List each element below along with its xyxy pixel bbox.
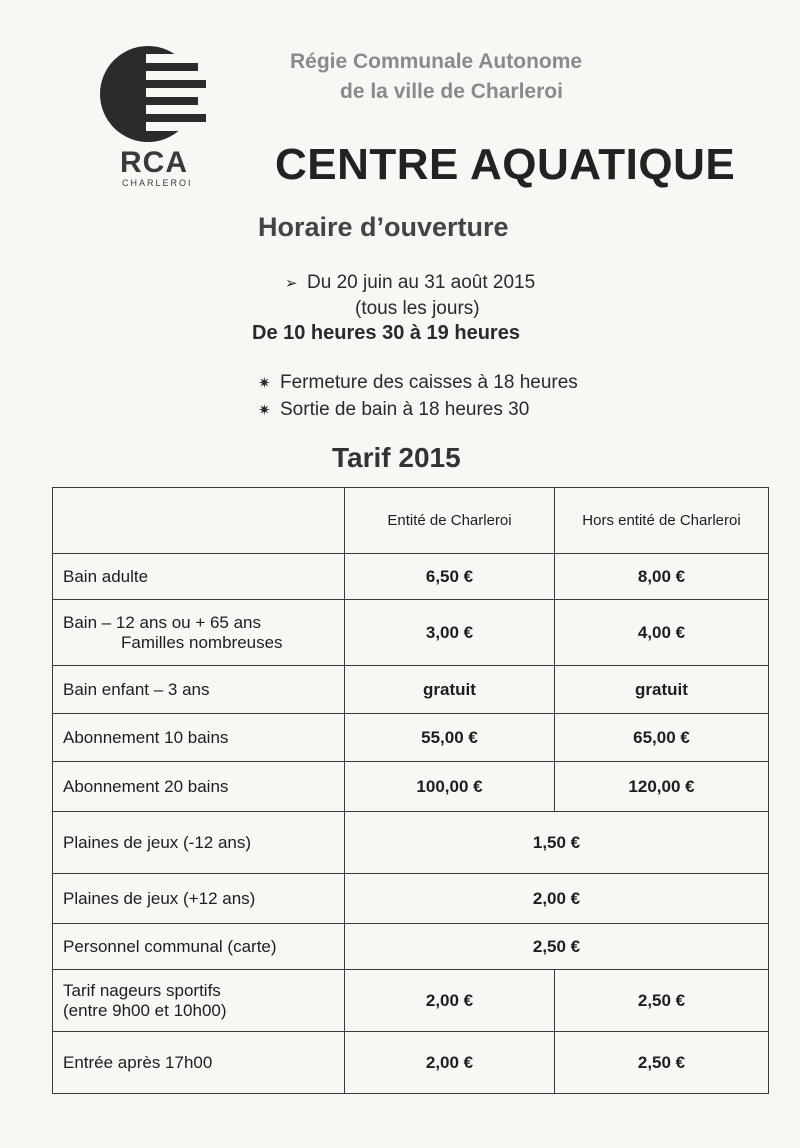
table-row [53,762,769,812]
price-single: 1,50 € [345,812,769,874]
price-single: 2,50 € [345,924,769,970]
note-text: Fermeture des caisses à 18 heures [280,372,578,393]
table-row [53,554,769,600]
note-text: Sortie de bain à 18 heures 30 [280,399,530,420]
price-hors-entite: 8,00 € [555,554,769,600]
table-header-row [53,488,769,554]
row-label: Abonnement 20 bains [53,762,345,812]
row-label-line1: Tarif nageurs sportifs [63,980,221,1000]
schedule-dates [285,272,535,294]
tarif-heading: Tarif 2015 [332,442,461,473]
price-hors-entite: gratuit [555,666,769,714]
price-entite: 6,50 € [345,554,555,600]
org-name-line2: de la ville de Charleroi [340,80,563,103]
price-entite: 55,00 € [345,714,555,762]
row-label: Personnel communal (carte) [53,924,345,970]
price-hors-entite: 120,00 € [555,762,769,812]
page-title: CENTRE AQUATIQUE [275,140,736,189]
header-empty-cell [53,488,345,554]
logo-emblem-icon [98,44,218,144]
row-label: Plaines de jeux (-12 ans) [53,812,345,874]
header-hors-entite: Hors entité de Charleroi [555,488,769,554]
arrow-bullet-icon: ➢ [285,275,298,292]
price-entite: 2,00 € [345,1032,555,1094]
row-label-line1: Bain – 12 ans ou + 65 ans [63,612,262,632]
price-entite: 3,00 € [345,600,555,666]
price-entite: 2,00 € [345,970,555,1032]
note-item [258,399,529,421]
price-entite: 100,00 € [345,762,555,812]
star-bullet-icon: ✷ [258,402,271,419]
table-row [53,600,769,666]
price-hors-entite: 2,50 € [555,970,769,1032]
price-hors-entite: 65,00 € [555,714,769,762]
note-item [258,372,578,394]
row-label: Bain enfant – 3 ans [53,666,345,714]
table-row [53,666,769,714]
price-hors-entite: 2,50 € [555,1032,769,1094]
table-row [53,924,769,970]
row-label: Abonnement 10 bains [53,714,345,762]
table-row [53,874,769,924]
table-row [53,970,769,1032]
price-single: 2,00 € [345,874,769,924]
price-hors-entite: 4,00 € [555,600,769,666]
row-label: Bain adulte [53,554,345,600]
price-entite: gratuit [345,666,555,714]
table-row [53,714,769,762]
header-entite: Entité de Charleroi [345,488,555,554]
opening-hours-heading: Horaire d’ouverture [258,212,509,242]
row-label-line2: (entre 9h00 et 10h00) [63,1000,227,1020]
table-row [53,812,769,874]
row-label [53,600,345,666]
rca-logo [98,44,218,192]
row-label: Entrée après 17h00 [53,1032,345,1094]
price-table [52,487,769,1094]
star-bullet-icon: ✷ [258,375,271,392]
table-row [53,1032,769,1094]
row-label-line2: Familles nombreuses [121,632,283,652]
org-name-line1: Régie Communale Autonome [290,50,583,73]
schedule-hours: De 10 heures 30 à 19 heures [252,322,520,344]
schedule-dates-text: Du 20 juin au 31 août 2015 [307,272,536,293]
row-label [53,970,345,1032]
logo-text: RCA [120,146,188,179]
logo-subtext: CHARLEROI [122,178,193,188]
row-label: Plaines de jeux (+12 ans) [53,874,345,924]
schedule-days: (tous les jours) [355,298,480,319]
